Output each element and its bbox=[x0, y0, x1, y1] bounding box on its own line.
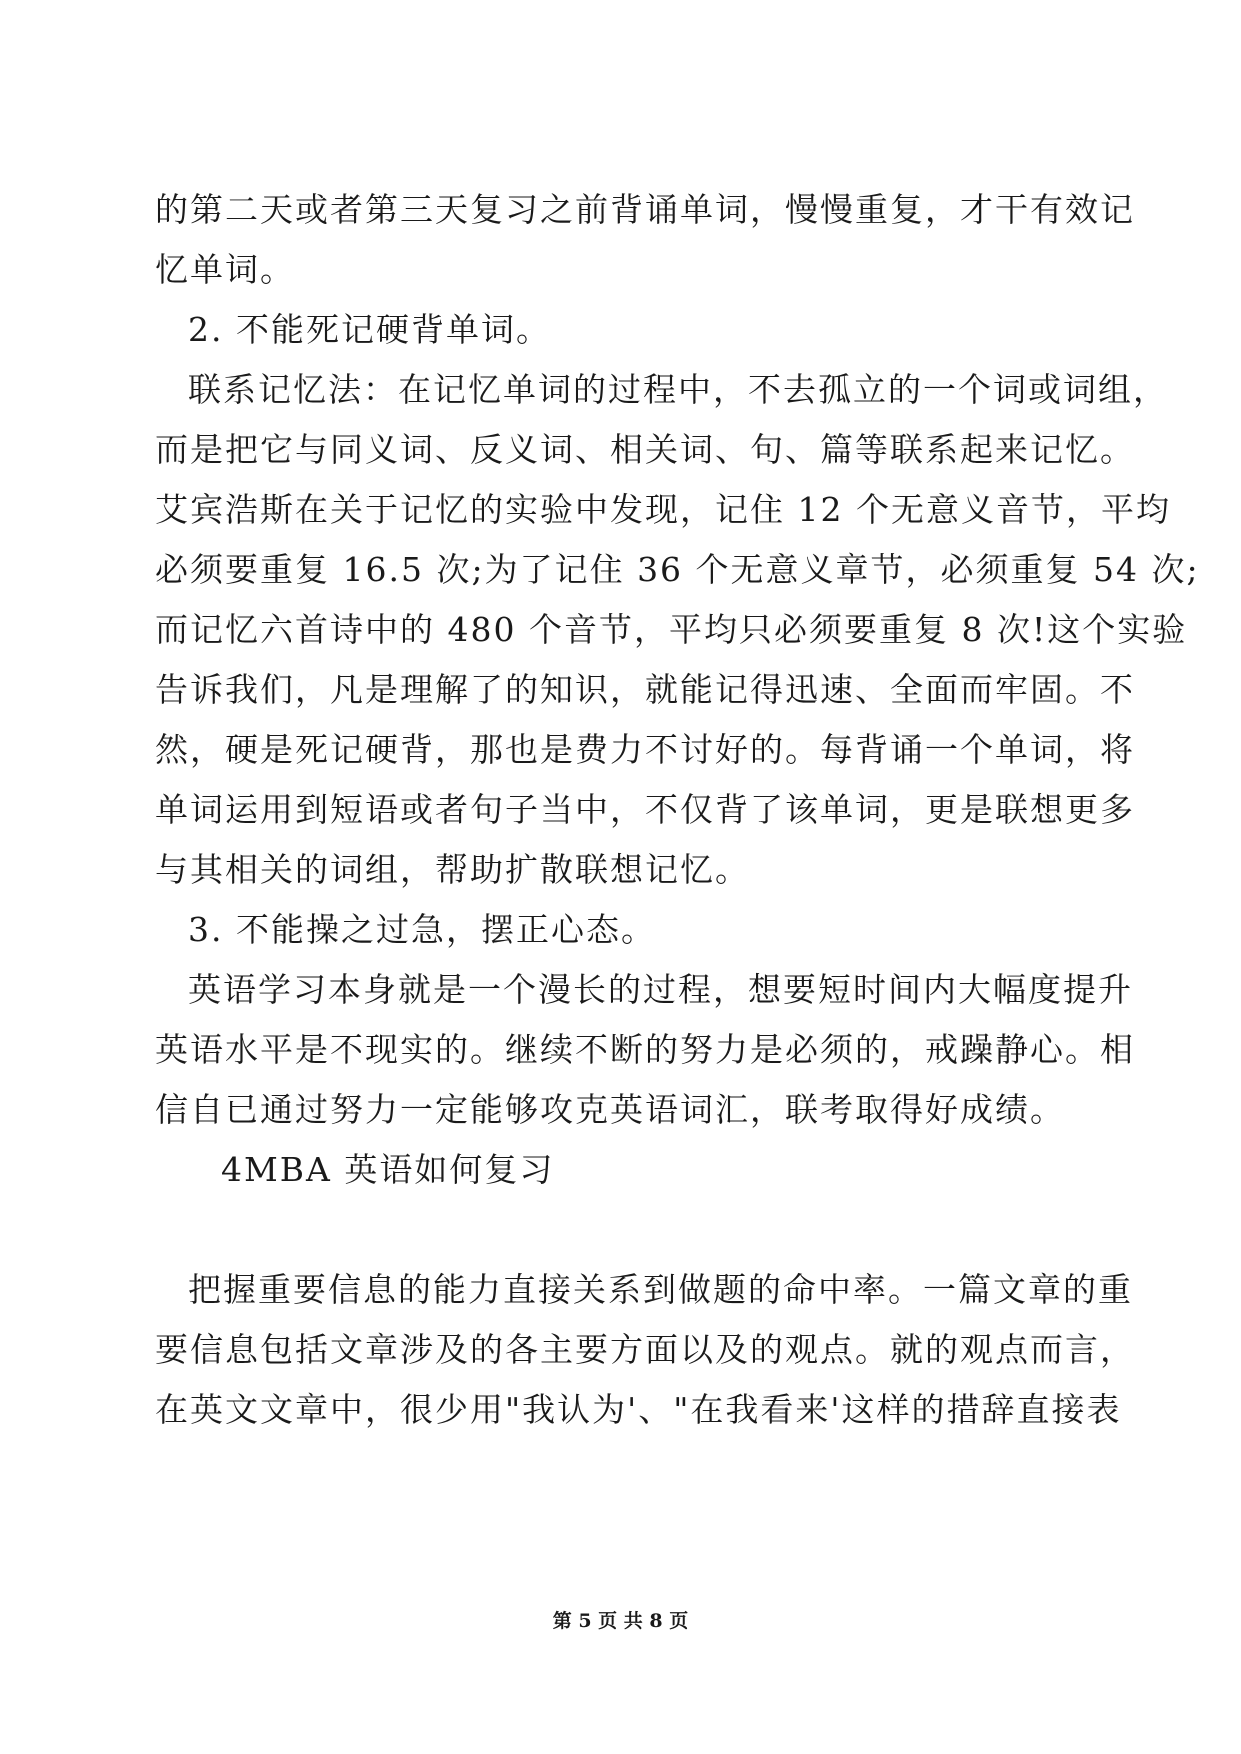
paragraph-line: 英语学习本身就是一个漫长的过程，想要短时间内大幅度提升 bbox=[188, 970, 1133, 1009]
paragraph-line: 告诉我们，凡是理解了的知识，就能记得迅速、全面而牢固。不 bbox=[155, 670, 1135, 709]
paragraph-line: 把握重要信息的能力直接关系到做题的命中率。一篇文章的重 bbox=[188, 1270, 1133, 1309]
paragraph-line: 联系记忆法：在记忆单词的过程中，不去孤立的一个词或词组， bbox=[188, 370, 1168, 409]
paragraph-line: 艾宾浩斯在关于记忆的实验中发现，记住 12 个无意义音节，平均 bbox=[155, 490, 1171, 529]
paragraph-line: 与其相关的词组，帮助扩散联想记忆。 bbox=[155, 850, 750, 889]
paragraph-line: 忆单词。 bbox=[155, 250, 295, 289]
paragraph-line: 英语水平是不现实的。继续不断的努力是必须的，戒躁静心。相 bbox=[155, 1030, 1135, 1069]
paragraph-line: 必须要重复 16.5 次;为了记住 36 个无意义章节，必须重复 54 次; bbox=[155, 550, 1200, 589]
list-item-heading: 3. 不能操之过急，摆正心态。 bbox=[188, 910, 656, 949]
paragraph-line: 要信息包括文章涉及的各主要方面以及的观点。就的观点而言， bbox=[155, 1330, 1135, 1369]
page-number-footer: 第 5 页 共 8 页 bbox=[552, 1610, 689, 1632]
paragraph-line: 的第二天或者第三天复习之前背诵单词，慢慢重复，才干有效记 bbox=[155, 190, 1135, 229]
list-item-heading: 2. 不能死记硬背单词。 bbox=[188, 310, 551, 349]
paragraph-line: 然，硬是死记硬背，那也是费力不讨好的。每背诵一个单词，将 bbox=[155, 730, 1135, 769]
paragraph-line: 信自已通过努力一定能够攻克英语词汇，联考取得好成绩。 bbox=[155, 1090, 1065, 1129]
paragraph-line: 而记忆六首诗中的 480 个音节，平均只必须要重复 8 次!这个实验 bbox=[155, 610, 1188, 649]
document-body bbox=[155, 180, 1200, 1440]
paragraph-line: 在英文文章中，很少用"我认为'、"在我看来'这样的措辞直接表 bbox=[155, 1390, 1122, 1429]
section-spacer bbox=[155, 1200, 1085, 1260]
paragraph-line: 单词运用到短语或者句子当中，不仅背了该单词，更是联想更多 bbox=[155, 790, 1135, 829]
paragraph-line: 而是把它与同义词、反义词、相关词、句、篇等联系起来记忆。 bbox=[155, 430, 1135, 469]
section-heading: 4MBA 英语如何复习 bbox=[221, 1150, 555, 1189]
